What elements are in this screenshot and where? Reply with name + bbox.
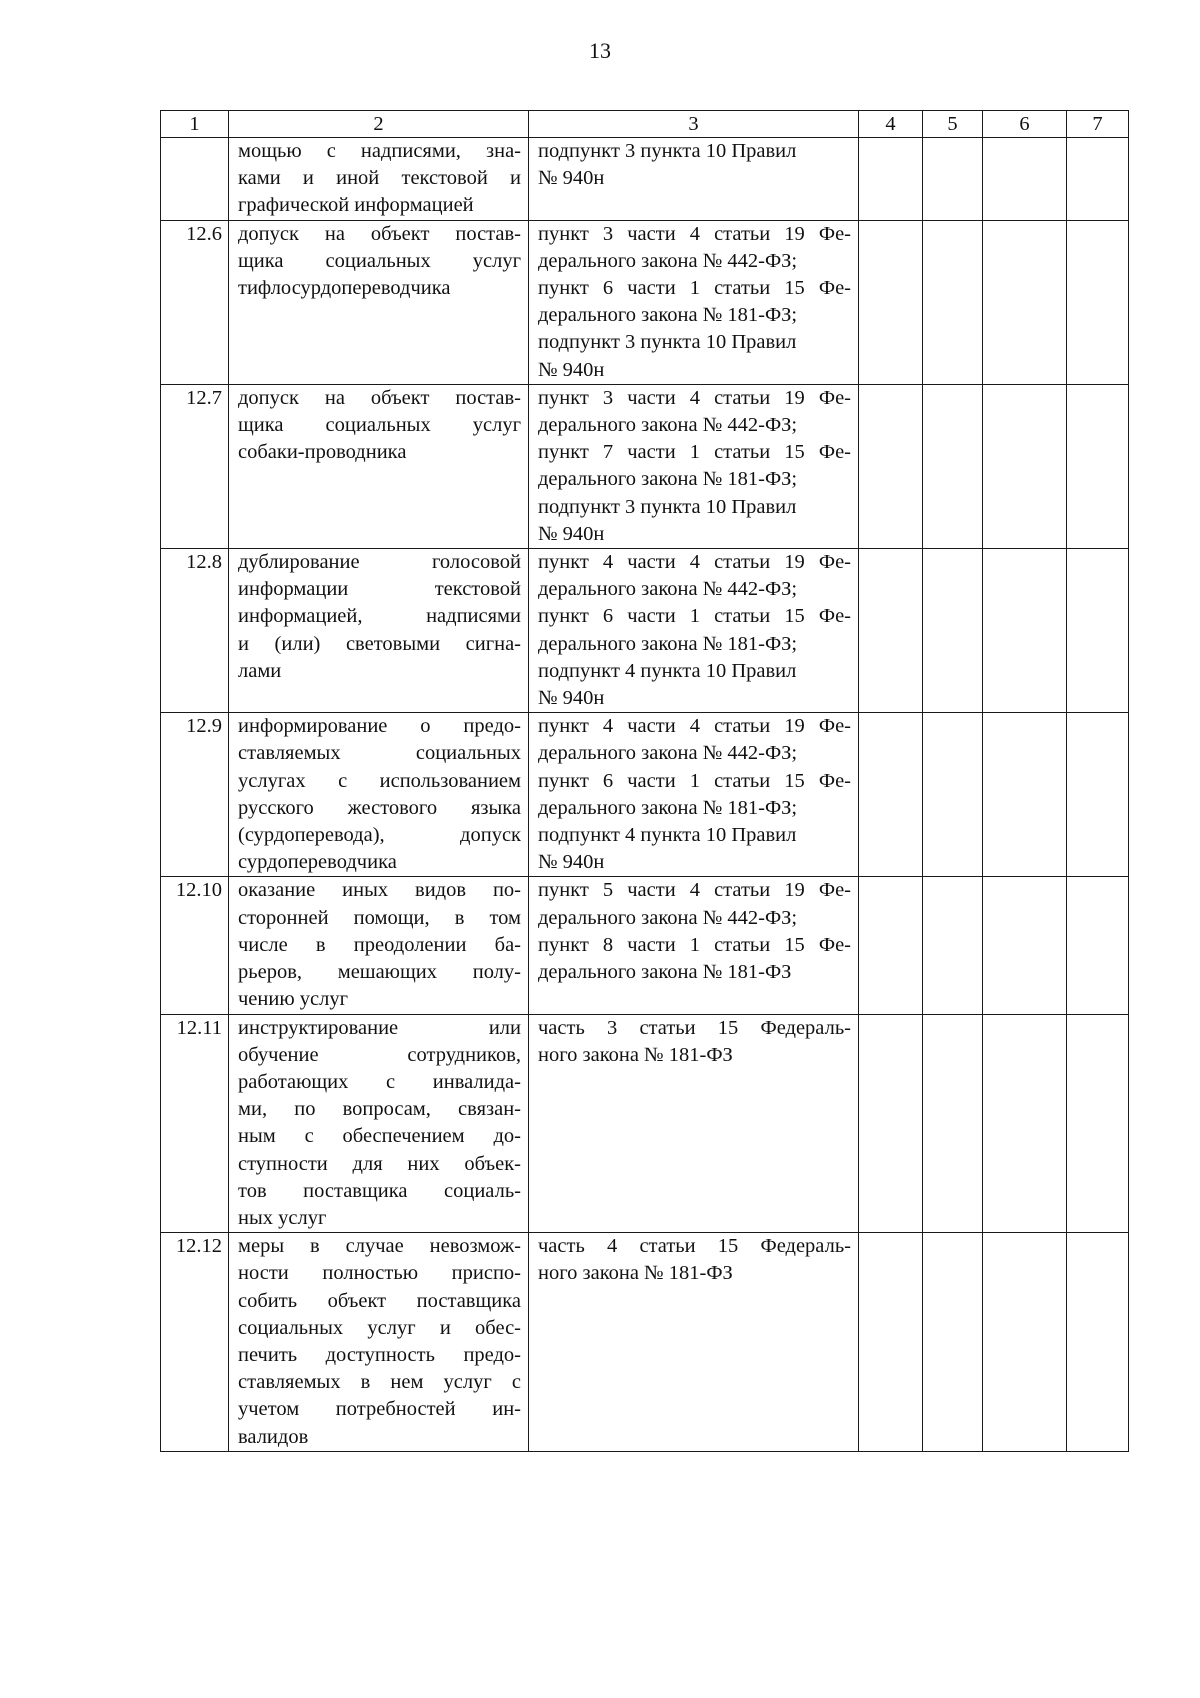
empty-cell-col-6 — [983, 713, 1067, 877]
empty-cell-col-6 — [983, 877, 1067, 1014]
description-line: ности полностью приспо- — [238, 1262, 521, 1285]
description-line: числе в преодолении ба- — [238, 933, 521, 956]
description-line: сурдопереводчика — [238, 851, 397, 874]
empty-cell-col-6 — [983, 384, 1067, 548]
legal-basis-line: дерального закона № 181-ФЗ; — [538, 796, 798, 819]
empty-cell-col-4 — [859, 713, 923, 877]
empty-cell-col-4 — [859, 1233, 923, 1452]
empty-cell-col-6 — [983, 549, 1067, 713]
empty-cell-col-7 — [1067, 384, 1129, 548]
description-line: валидов — [238, 1425, 309, 1448]
measure-description-cell — [229, 1014, 529, 1233]
requirements-table — [160, 110, 1129, 1452]
legal-basis-line: дерального закона № 181-ФЗ; — [538, 468, 798, 491]
legal-basis-line: пункт 7 части 1 статьи 15 Фе- — [538, 441, 851, 464]
table-row — [161, 1233, 1129, 1452]
page-number: 13 — [589, 38, 611, 63]
legal-basis-line: часть 3 статьи 15 Федераль- — [538, 1016, 851, 1039]
legal-basis-line: часть 4 статьи 15 Федераль- — [538, 1235, 851, 1258]
description-line: ставляемых в нем услуг с — [238, 1371, 521, 1394]
legal-basis-line: дерального закона № 181-ФЗ — [538, 961, 792, 984]
legal-basis-line: № 940н — [538, 851, 605, 874]
header-cell-6: 6 — [983, 111, 1067, 138]
row-number-cell: 12.9 — [161, 713, 229, 877]
description-line: (сурдоперевода), допуск — [238, 824, 521, 847]
legal-basis-line: пункт 3 части 4 статьи 19 Фе- — [538, 222, 851, 245]
legal-basis-cell — [529, 877, 859, 1014]
legal-basis-cell — [529, 220, 859, 384]
legal-basis-line: пункт 6 части 1 статьи 15 Фе- — [538, 605, 851, 628]
description-line: информацией, надписями — [238, 605, 521, 628]
empty-cell-col-7 — [1067, 138, 1129, 221]
empty-cell-col-5 — [923, 549, 983, 713]
measure-description-cell — [229, 138, 529, 221]
description-line: учетом потребностей ин- — [238, 1398, 521, 1421]
table-row — [161, 384, 1129, 548]
row-number-cell: 12.6 — [161, 220, 229, 384]
legal-basis-line: пункт 8 части 1 статьи 15 Фе- — [538, 933, 851, 956]
legal-basis-line: пункт 4 части 4 статьи 19 Фе- — [538, 715, 851, 738]
description-line: дублирование голосовой — [238, 551, 521, 574]
description-line: оказание иных видов по- — [238, 879, 521, 902]
empty-cell-col-5 — [923, 1014, 983, 1233]
description-line: собить объект поставщика — [238, 1289, 521, 1312]
description-line: ным с обеспечением до- — [238, 1125, 521, 1148]
legal-basis-line: № 940н — [538, 358, 605, 381]
legal-basis-line: № 940н — [538, 167, 605, 190]
legal-basis-line: пункт 6 части 1 статьи 15 Фе- — [538, 277, 851, 300]
legal-basis-line: дерального закона № 181-ФЗ; — [538, 632, 798, 655]
measure-description-cell — [229, 384, 529, 548]
header-row — [161, 111, 1129, 138]
table-row — [161, 877, 1129, 1014]
measure-description-cell — [229, 713, 529, 877]
description-line: ставляемых социальных — [238, 742, 521, 765]
empty-cell-col-5 — [923, 1233, 983, 1452]
legal-basis-line: дерального закона № 442-ФЗ; — [538, 578, 798, 601]
measure-description-cell — [229, 1233, 529, 1452]
legal-basis-line: № 940н — [538, 687, 605, 710]
description-line: печить доступность предо- — [238, 1343, 521, 1366]
row-number-cell: 12.12 — [161, 1233, 229, 1452]
legal-basis-cell — [529, 1233, 859, 1452]
description-line: тифлосурдопереводчика — [238, 277, 451, 300]
table-row — [161, 1014, 1129, 1233]
empty-cell-col-4 — [859, 138, 923, 221]
description-line: инструктирование или — [238, 1016, 521, 1039]
legal-basis-line: подпункт 3 пункта 10 Правил — [538, 140, 797, 162]
table-row — [161, 713, 1129, 877]
description-line: собаки-проводника — [238, 441, 407, 464]
legal-basis-line: подпункт 4 пункта 10 Правил — [538, 824, 797, 847]
legal-basis-line: подпункт 3 пункта 10 Правил — [538, 331, 797, 354]
row-number-cell — [161, 138, 229, 221]
empty-cell-col-6 — [983, 138, 1067, 221]
header-cell-7: 7 — [1067, 111, 1129, 138]
empty-cell-col-4 — [859, 549, 923, 713]
empty-cell-col-5 — [923, 384, 983, 548]
table-row — [161, 549, 1129, 713]
empty-cell-col-5 — [923, 713, 983, 877]
legal-basis-line: пункт 4 части 4 статьи 19 Фе- — [538, 551, 851, 574]
description-line: сторонней помощи, в том — [238, 906, 521, 929]
description-line: и (или) световыми сигна- — [238, 632, 521, 655]
legal-basis-cell — [529, 1014, 859, 1233]
description-line: ми, по вопросам, связан- — [238, 1098, 521, 1121]
description-line: ступности для них объек- — [238, 1152, 521, 1175]
legal-basis-cell — [529, 384, 859, 548]
row-number-cell: 12.11 — [161, 1014, 229, 1233]
row-number-cell: 12.7 — [161, 384, 229, 548]
header-cell-2: 2 — [229, 111, 529, 138]
description-line: услугах с использованием — [238, 769, 521, 792]
empty-cell-col-5 — [923, 138, 983, 221]
legal-basis-cell — [529, 713, 859, 877]
legal-basis-line: ного закона № 181-ФЗ — [538, 1262, 733, 1285]
description-line: допуск на объект постав- — [238, 386, 521, 409]
description-line: информации текстовой — [238, 578, 521, 601]
description-line: информирование о предо- — [238, 715, 521, 738]
description-line: щика социальных услуг — [238, 414, 521, 437]
header-cell-3: 3 — [529, 111, 859, 138]
legal-basis-line: дерального закона № 442-ФЗ; — [538, 414, 798, 437]
row-number-cell: 12.10 — [161, 877, 229, 1014]
legal-basis-line: дерального закона № 181-ФЗ; — [538, 304, 798, 327]
empty-cell-col-4 — [859, 1014, 923, 1233]
table-row — [161, 220, 1129, 384]
header-cell-5: 5 — [923, 111, 983, 138]
description-line: ных услуг — [238, 1206, 327, 1229]
description-line: чению услуг — [238, 988, 349, 1011]
legal-basis-line: дерального закона № 442-ФЗ; — [538, 906, 798, 929]
description-line: социальных услуг и обес- — [238, 1316, 521, 1339]
description-line: графической информацией — [238, 194, 474, 217]
empty-cell-col-4 — [859, 220, 923, 384]
legal-basis-line: ного закона № 181-ФЗ — [538, 1043, 733, 1066]
measure-description-cell — [229, 877, 529, 1014]
legal-basis-line: подпункт 3 пункта 10 Правил — [538, 495, 797, 518]
description-line: обучение сотрудников, — [238, 1043, 521, 1066]
description-line: лами — [238, 659, 282, 682]
description-line: русского жестового языка — [238, 796, 521, 819]
description-line: работающих с инвалида- — [238, 1070, 521, 1093]
empty-cell-col-6 — [983, 1233, 1067, 1452]
legal-basis-line: пункт 6 части 1 статьи 15 Фе- — [538, 769, 851, 792]
description-line: тов поставщика социаль- — [238, 1179, 521, 1202]
legal-basis-cell — [529, 549, 859, 713]
empty-cell-col-5 — [923, 877, 983, 1014]
legal-basis-line: дерального закона № 442-ФЗ; — [538, 742, 798, 765]
empty-cell-col-7 — [1067, 713, 1129, 877]
description-line: меры в случае невозмож- — [238, 1235, 521, 1258]
description-line: допуск на объект постав- — [238, 222, 521, 245]
empty-cell-col-5 — [923, 220, 983, 384]
empty-cell-col-7 — [1067, 220, 1129, 384]
description-line: ками и иной текстовой и — [238, 167, 521, 190]
empty-cell-col-7 — [1067, 549, 1129, 713]
row-number-cell: 12.8 — [161, 549, 229, 713]
table-body — [161, 138, 1129, 1452]
header-cell-4: 4 — [859, 111, 923, 138]
empty-cell-col-4 — [859, 384, 923, 548]
table-row — [161, 138, 1129, 221]
empty-cell-col-6 — [983, 220, 1067, 384]
description-line: рьеров, мешающих полу- — [238, 961, 521, 984]
legal-basis-cell — [529, 138, 859, 221]
empty-cell-col-7 — [1067, 1233, 1129, 1452]
measure-description-cell — [229, 549, 529, 713]
description-line: щика социальных услуг — [238, 249, 521, 272]
legal-basis-line: подпункт 4 пункта 10 Правил — [538, 659, 797, 682]
description-line: мощью с надписями, зна- — [238, 140, 521, 162]
header-cell-1: 1 — [161, 111, 229, 138]
empty-cell-col-7 — [1067, 1014, 1129, 1233]
measure-description-cell — [229, 220, 529, 384]
legal-basis-line: дерального закона № 442-ФЗ; — [538, 249, 798, 272]
empty-cell-col-7 — [1067, 877, 1129, 1014]
empty-cell-col-4 — [859, 877, 923, 1014]
legal-basis-line: пункт 3 части 4 статьи 19 Фе- — [538, 386, 851, 409]
legal-basis-line: № 940н — [538, 522, 605, 545]
legal-basis-line: пункт 5 части 4 статьи 19 Фе- — [538, 879, 851, 902]
empty-cell-col-6 — [983, 1014, 1067, 1233]
